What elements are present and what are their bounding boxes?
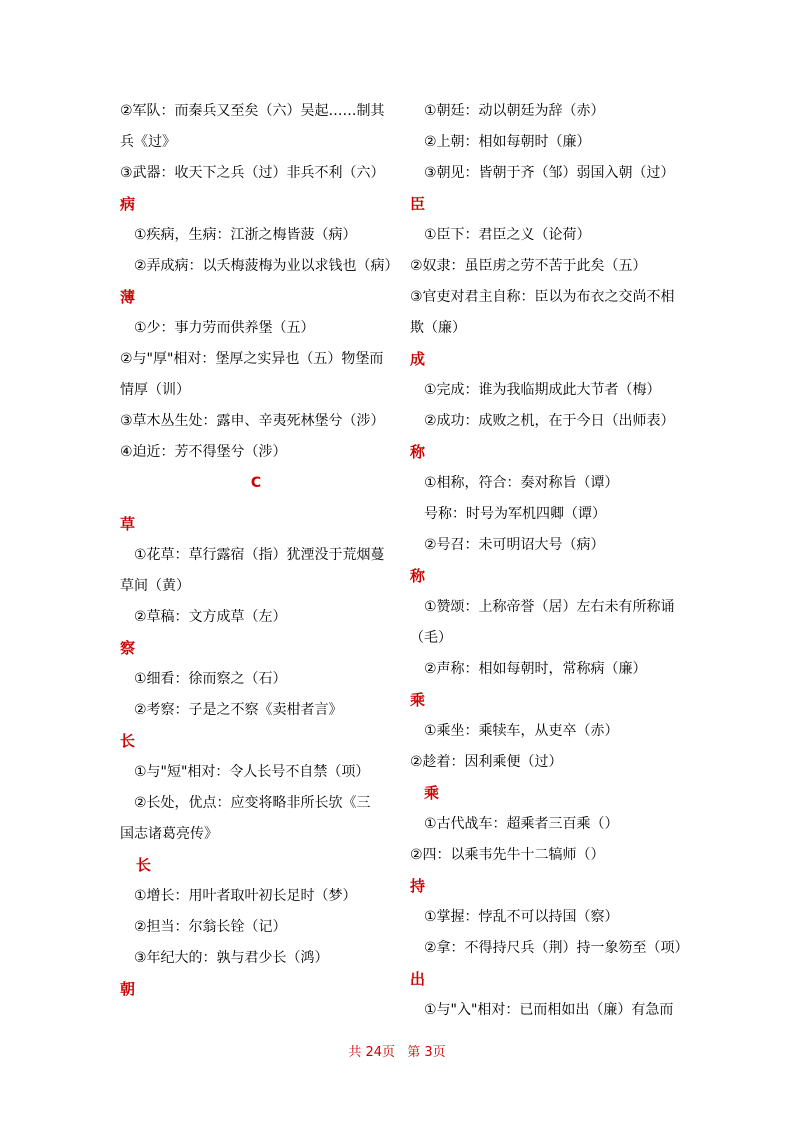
headword: 称 bbox=[410, 567, 426, 585]
definition-line: ②四：以乘韦先牛十二犒师（） bbox=[410, 847, 605, 863]
headword: 称 bbox=[410, 443, 426, 461]
definition-line: ①臣下：君臣之义（论荷） bbox=[424, 227, 591, 243]
definition-line: ②考察：子是之不察《卖柑者言》 bbox=[134, 702, 343, 718]
definition-line: ①完成：谁为我临期成此大节者（梅） bbox=[424, 382, 661, 398]
definition-line: ②长处，优点：应变将略非所长欤《三 bbox=[134, 795, 371, 811]
definition-line: （毛） bbox=[410, 630, 452, 646]
headword: 病 bbox=[120, 195, 136, 213]
left-column bbox=[120, 96, 399, 1005]
spacer bbox=[120, 499, 392, 509]
headword: 出 bbox=[410, 970, 426, 988]
definition-line: ①与"短"相对：令人长号不自禁（项） bbox=[134, 764, 370, 780]
definition-line: ②上朝：相如每朝时（廉） bbox=[424, 134, 591, 150]
definition-line: ①与"入"相对：已而相如出（廉）有急而 bbox=[424, 1002, 674, 1018]
definition-line: ②与"厚"相对：堡厚之实异也（五）物堡而 bbox=[120, 351, 384, 367]
definition-line: ③官吏对君主自称：臣以为布衣之交尚不相 bbox=[410, 289, 675, 305]
definition-line: 国志诸葛亮传》 bbox=[120, 826, 218, 842]
headword: 持 bbox=[410, 877, 426, 895]
definition-line: ③朝见：皆朝于齐（邹）弱国入朝（过） bbox=[424, 165, 675, 181]
definition-line: ②担当：尔翁长铨（记） bbox=[134, 919, 287, 935]
definition-line: ①少：事力劳而供养堡（五） bbox=[134, 320, 315, 336]
definition-line: 欺（廉） bbox=[410, 320, 466, 336]
right-column bbox=[410, 96, 689, 1026]
definition-line: ①增长：用叶者取叶初长足时（梦） bbox=[134, 888, 357, 904]
definition-line: ①花草：草行露宿（指）犹湮没于荒烟蔓 bbox=[134, 547, 385, 563]
page-footer bbox=[0, 1041, 794, 1060]
headword: 草 bbox=[120, 515, 136, 533]
definition-line: 号称：时号为军机四卿（谭） bbox=[424, 506, 606, 522]
section-letter: C bbox=[250, 475, 262, 491]
definition-line: ①乘坐：乘犊车，从吏卒（赤） bbox=[424, 723, 619, 739]
headword: 长 bbox=[136, 856, 152, 874]
definition-line: ①古代战车：超乘者三百乘（） bbox=[424, 816, 619, 832]
headword: 乘 bbox=[424, 784, 440, 802]
definition-line: ④迫近：芳不得堡兮（涉） bbox=[120, 444, 287, 460]
definition-line: ①掌握：悖乱不可以持国（察） bbox=[424, 909, 619, 925]
headword: 成 bbox=[410, 350, 426, 368]
definition-line: ②弄成病：以夭梅菠梅为业以求钱也（病） bbox=[134, 258, 399, 274]
definition-line: ③草木丛生处：露申、辛夷死林堡兮（涉） bbox=[120, 413, 385, 429]
definition-line: ②号召：未可明诏大号（病） bbox=[424, 537, 605, 553]
definition-line: ②奴隶：虽臣虏之劳不苦于此矣（五） bbox=[410, 258, 647, 274]
definition-line: ①朝廷：动以朝廷为辞（赤） bbox=[424, 103, 605, 119]
headword: 朝 bbox=[120, 980, 136, 998]
page-total: 共 24页 bbox=[348, 1045, 396, 1060]
headword: 长 bbox=[120, 732, 136, 750]
definition-line: ②趁着：因利乘便（过） bbox=[410, 754, 563, 770]
definition-line: ②军队：而秦兵又至矣（六）吴起……制其 bbox=[120, 103, 385, 119]
definition-line: ①疾病，生病：江浙之梅皆菠（病） bbox=[134, 227, 357, 243]
definition-line: ③武器：收天下之兵（过）非兵不利（六） bbox=[120, 165, 385, 181]
definition-line: ②声称：相如每朝时，常称病（廉） bbox=[424, 661, 647, 677]
definition-line: 情厚（训） bbox=[120, 382, 190, 398]
definition-line: 草间（黄） bbox=[120, 578, 190, 594]
headword: 乘 bbox=[410, 691, 426, 709]
definition-line: 兵《过》 bbox=[120, 134, 176, 150]
definition-line: ①赞颂：上称帝誉（居）左右未有所称诵 bbox=[424, 599, 675, 615]
definition-line: ③年纪大的：孰与君少长（鸿） bbox=[134, 950, 329, 966]
headword: 臣 bbox=[410, 195, 426, 213]
definition-line: ②拿：不得持尺兵（荆）持一象笏至（项） bbox=[424, 940, 689, 956]
definition-line: ②草稿：文方成草（左） bbox=[134, 609, 287, 625]
headword: 察 bbox=[120, 639, 136, 657]
definition-line: ①细看：徐而察之（石） bbox=[134, 671, 287, 687]
headword: 薄 bbox=[120, 288, 136, 306]
definition-line: ②成功：成败之机，在于今日（出师表） bbox=[424, 413, 675, 429]
page-current: 第 3页 bbox=[407, 1045, 446, 1060]
definition-line: ①相称，符合：奏对称旨（谭） bbox=[424, 475, 619, 491]
